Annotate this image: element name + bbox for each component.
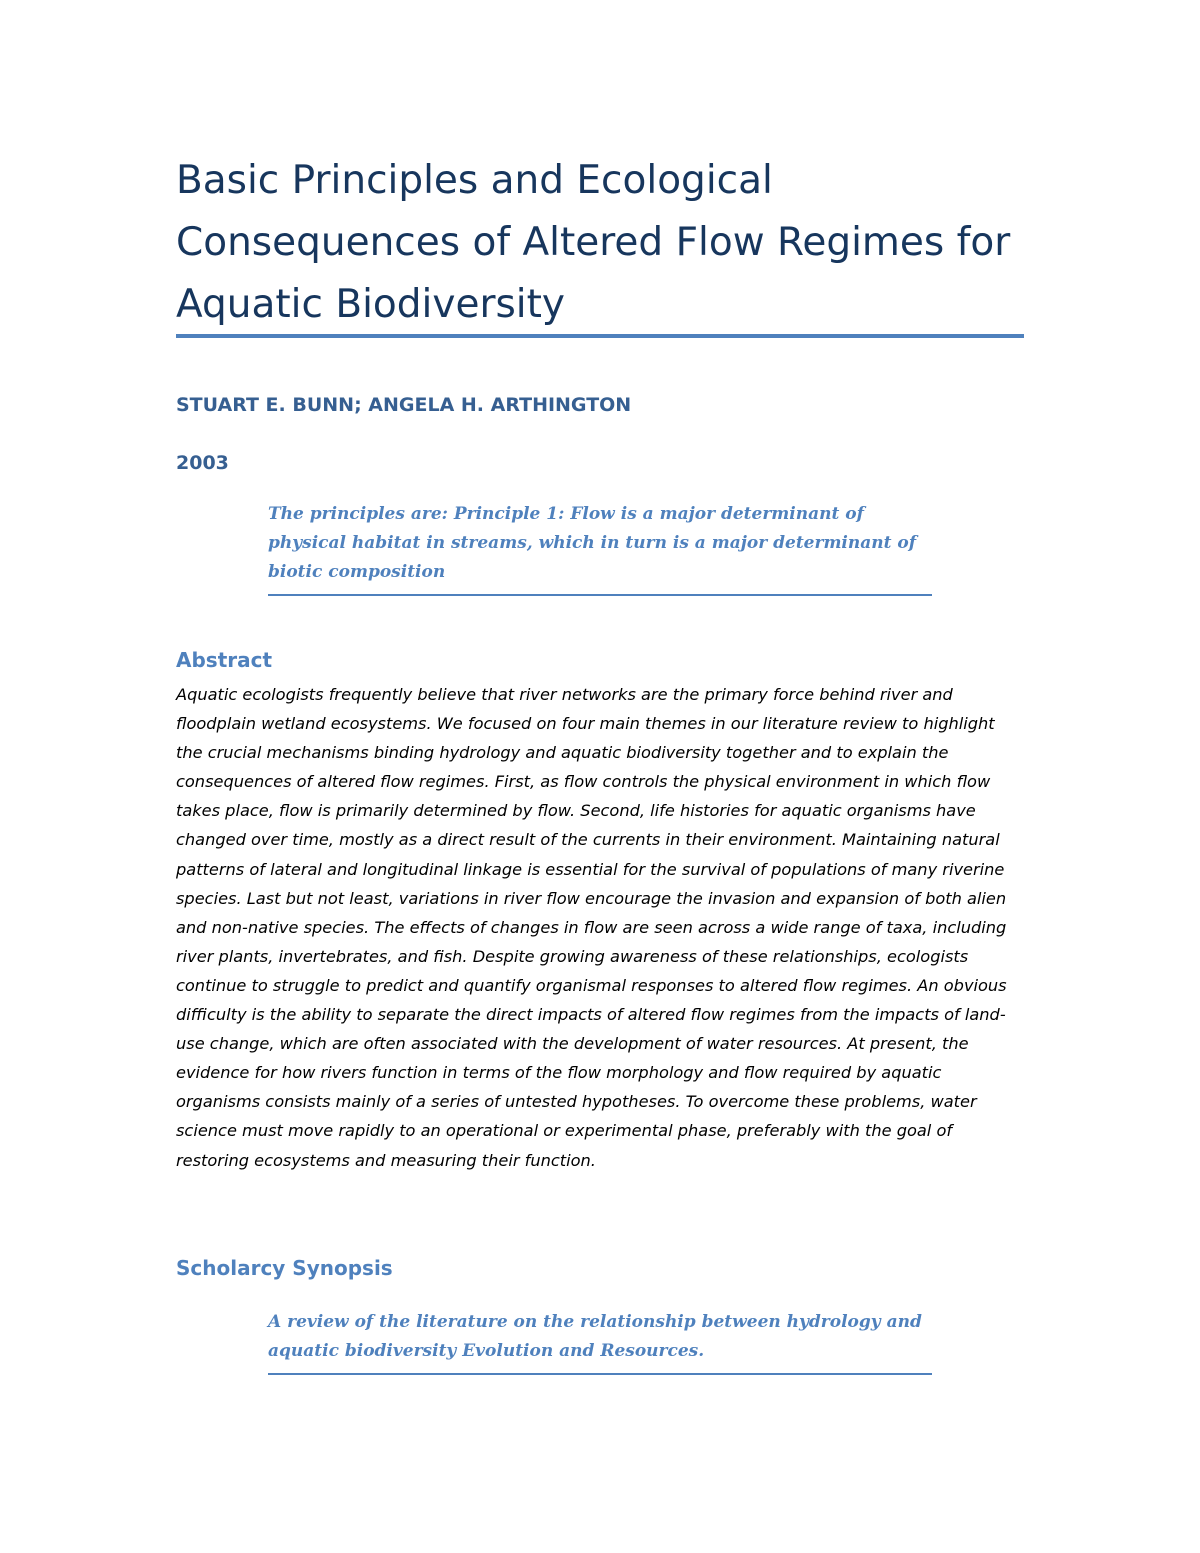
principles-quote: The principles are: Principle 1: Flow is a major determinant of physical habitat in streams, which in turn is a major determinant of biotic composition bbox=[268, 500, 932, 596]
synopsis-quote: A review of the literature on the relationship between hydrology and aquatic biodiversity Evolution and Resources. bbox=[268, 1308, 932, 1375]
document-authors: STUART E. BUNN; ANGELA H. ARTHINGTON bbox=[176, 394, 632, 416]
title-divider bbox=[176, 334, 1024, 338]
document-title: Basic Principles and Ecological Consequences of Altered Flow Regimes for Aquatic Biodiversity bbox=[176, 158, 1011, 327]
abstract-heading: Abstract bbox=[176, 648, 273, 672]
publication-year: 2003 bbox=[176, 452, 229, 474]
synopsis-heading: Scholarcy Synopsis bbox=[176, 1256, 393, 1280]
abstract-body: Aquatic ecologists frequently believe that river networks are the primary force behind river and floodplain wetland ecosystems. We focused on four main themes in our literature review to highlight the crucial mechanisms binding hydrology and aquatic biodiversity together and to explain the consequences of altered flow regimes. First, as flow controls the physical environment in which flow takes place, flow is primarily determined by flow. Second, life histories for aquatic organisms have changed over time, mostly as a direct result of the currents in their environment. Maintaining natural patterns of lateral and longitudinal linkage is essential for the survival of populations of many riverine species. Last but not least, variations in river flow encourage the invasion and expansion of both alien and non-native species. The effects of changes in flow are seen across a wide range of taxa, including river plants, invertebrates, and fish. Despite growing awareness of these relationships, ecologists continue to struggle to predict and quantify organismal responses to altered flow regimes. An obvious difficulty is the ability to separate the direct impacts of altered flow regimes from the impacts of land-use change, which are often associated with the development of water resources. At present, the evidence for how rivers function in terms of the flow morphology and flow required by aquatic organisms consists mainly of a series of untested hypotheses. To overcome these problems, water science must move rapidly to an operational or experimental phase, preferably with the goal of restoring ecosystems and measuring their function. bbox=[176, 685, 1007, 1170]
